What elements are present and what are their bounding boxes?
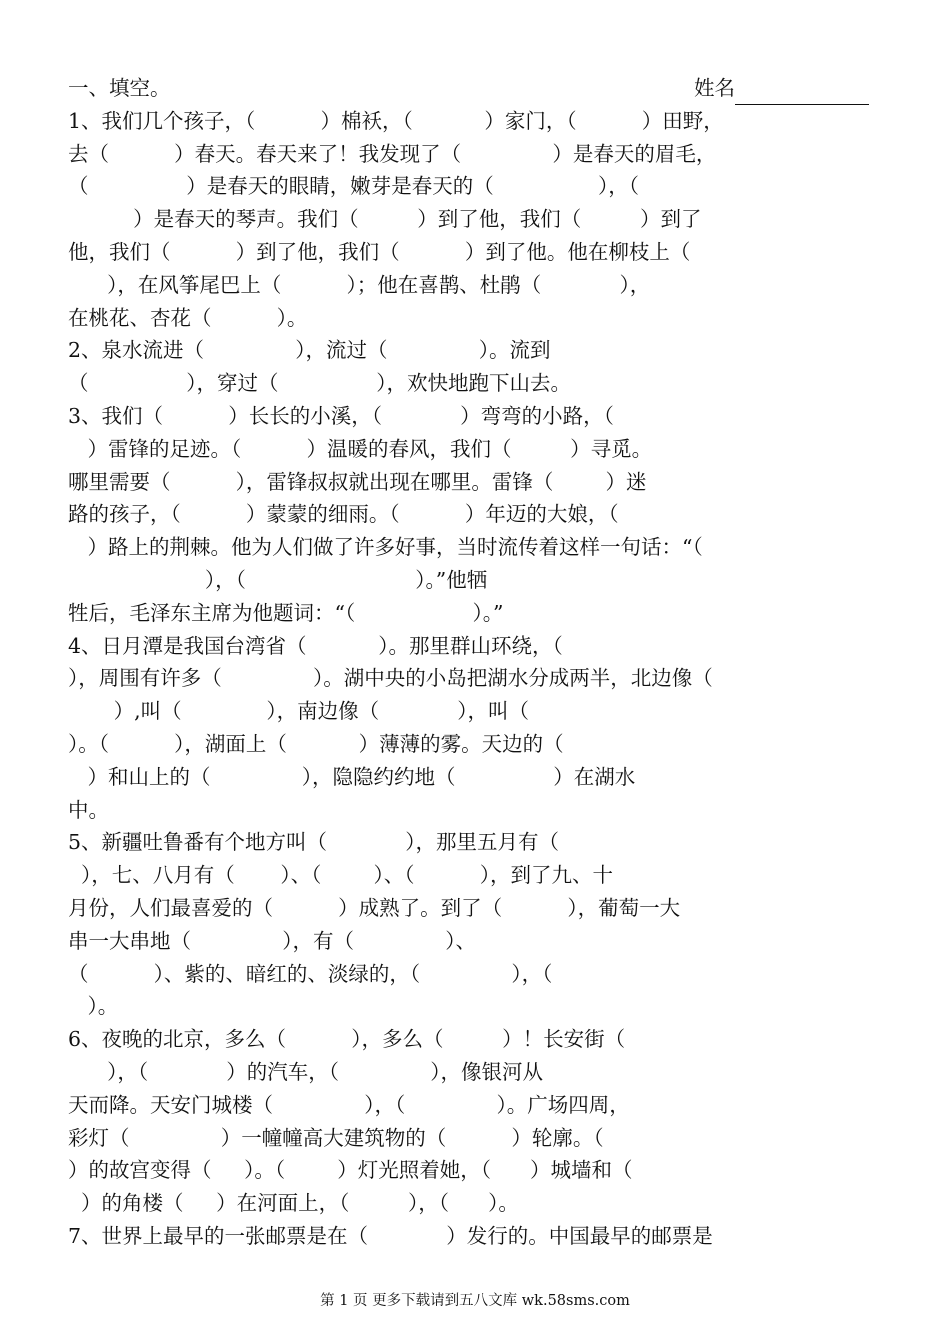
text-line: 去（ ）春天。春天来了！我发现了（ ）是春天的眉毛， <box>68 141 717 166</box>
text-line: ）路上的荆棘。他为人们做了许多好事，当时流传着这样一句话：“（ <box>68 535 703 560</box>
text-line: （ ）、紫的、暗红的、淡绿的，（ ），（ <box>68 961 553 986</box>
text-line: 彩灯（ ）一幢幢高大建筑物的（ ）轮廓。（ <box>68 1125 604 1150</box>
text-line: ）和山上的（ ），隐隐约约地（ ）在湖水 <box>68 764 636 789</box>
text-line: ）,叫（ ），南边像（ ），叫（ <box>68 699 530 724</box>
text-line: ）。（ ），湖面上（ ）薄薄的雾。天边的（ <box>68 732 564 756</box>
name-field[interactable] <box>694 72 869 105</box>
text-line: 2、泉水流进（ ），流过（ ）。流到 <box>68 338 551 363</box>
text-line: 3、我们（ ）长长的小溪，（ ）弯弯的小路，（ <box>68 404 614 428</box>
text-line: ）。 <box>68 994 119 1019</box>
section-title: 一、填空。 <box>68 76 171 100</box>
text-line: 1、我们几个孩子，（ ）棉袄，（ ）家门，（ ）田野， <box>68 108 724 133</box>
text-line: 牲后，毛泽东主席为他题词：“（ ）。” <box>68 600 504 625</box>
name-label: 姓名 <box>694 76 735 100</box>
text-line: ）是春天的琴声。我们（ ）到了他，我们（ ）到了 <box>68 207 702 232</box>
text-line: ）的角楼（ ）在河面上，（ ），（ ）。 <box>68 1191 519 1216</box>
text-line: 天而降。天安门城楼（ ），（ ）。广场四周， <box>68 1092 630 1117</box>
text-line: 中。 <box>68 797 109 822</box>
text-line: ），（ ）的汽车，（ ），像银河从 <box>68 1060 544 1084</box>
text-line: 哪里需要（ ），雷锋叔叔就出现在哪里。雷锋（ ）迷 <box>68 469 647 494</box>
text-line: 6、夜晚的北京，多么（ ），多么（ ）！长安街（ <box>68 1027 626 1052</box>
text-line: 串一大串地（ ），有（ ）、 <box>68 928 476 953</box>
text-line: ），七、八月有（ ）、（ ）、（ ），到了九、十 <box>68 863 613 888</box>
text-line: 4、日月潭是我国台湾省（ ）。那里群山环绕，（ <box>68 633 563 658</box>
text-line: 他，我们（ ）到了他，我们（ ）到了他。他在柳枝上（ <box>68 240 691 264</box>
text-line: ）雷锋的足迹。（ ）温暖的春风，我们（ ）寻觅。 <box>68 436 653 461</box>
text-line: 在桃花、杏花（ ）。 <box>68 305 308 330</box>
text-line: 月份，人们最喜爱的（ ）成熟了。到了（ ），葡萄一大 <box>68 896 681 920</box>
text-line: ），周围有许多（ ）。湖中央的小岛把湖水分成两半，北边像（ <box>68 666 713 691</box>
text-line: ）的故宫变得（ ）。（ ）灯光照着她，（ ）城墙和（ <box>68 1158 633 1183</box>
text-line: ），在风筝尾巴上（ ）；他在喜鹊、杜鹃（ ）， <box>68 272 651 297</box>
text-line: （ ）是春天的眼睛，嫩芽是春天的（ ），（ <box>68 174 640 199</box>
page-footer: 第 1 页 更多下载请到五八文库 wk.58sms.com <box>320 1293 630 1309</box>
text-line: （ ），穿过（ ），欢快地跑下山去。 <box>68 371 571 396</box>
text-line: 5、新疆吐鲁番有个地方叫（ ），那里五月有（ <box>68 830 559 855</box>
text-line: ），（ ）。”他牺 <box>68 568 488 592</box>
text-line: 7、世界上最早的一张邮票是在（ ）发行的。中国最早的邮票是 <box>68 1224 713 1248</box>
text-line: 路的孩子，（ ）蒙蒙的细雨。（ ）年迈的大娘，（ <box>68 502 619 527</box>
name-blank-line[interactable] <box>735 78 869 105</box>
